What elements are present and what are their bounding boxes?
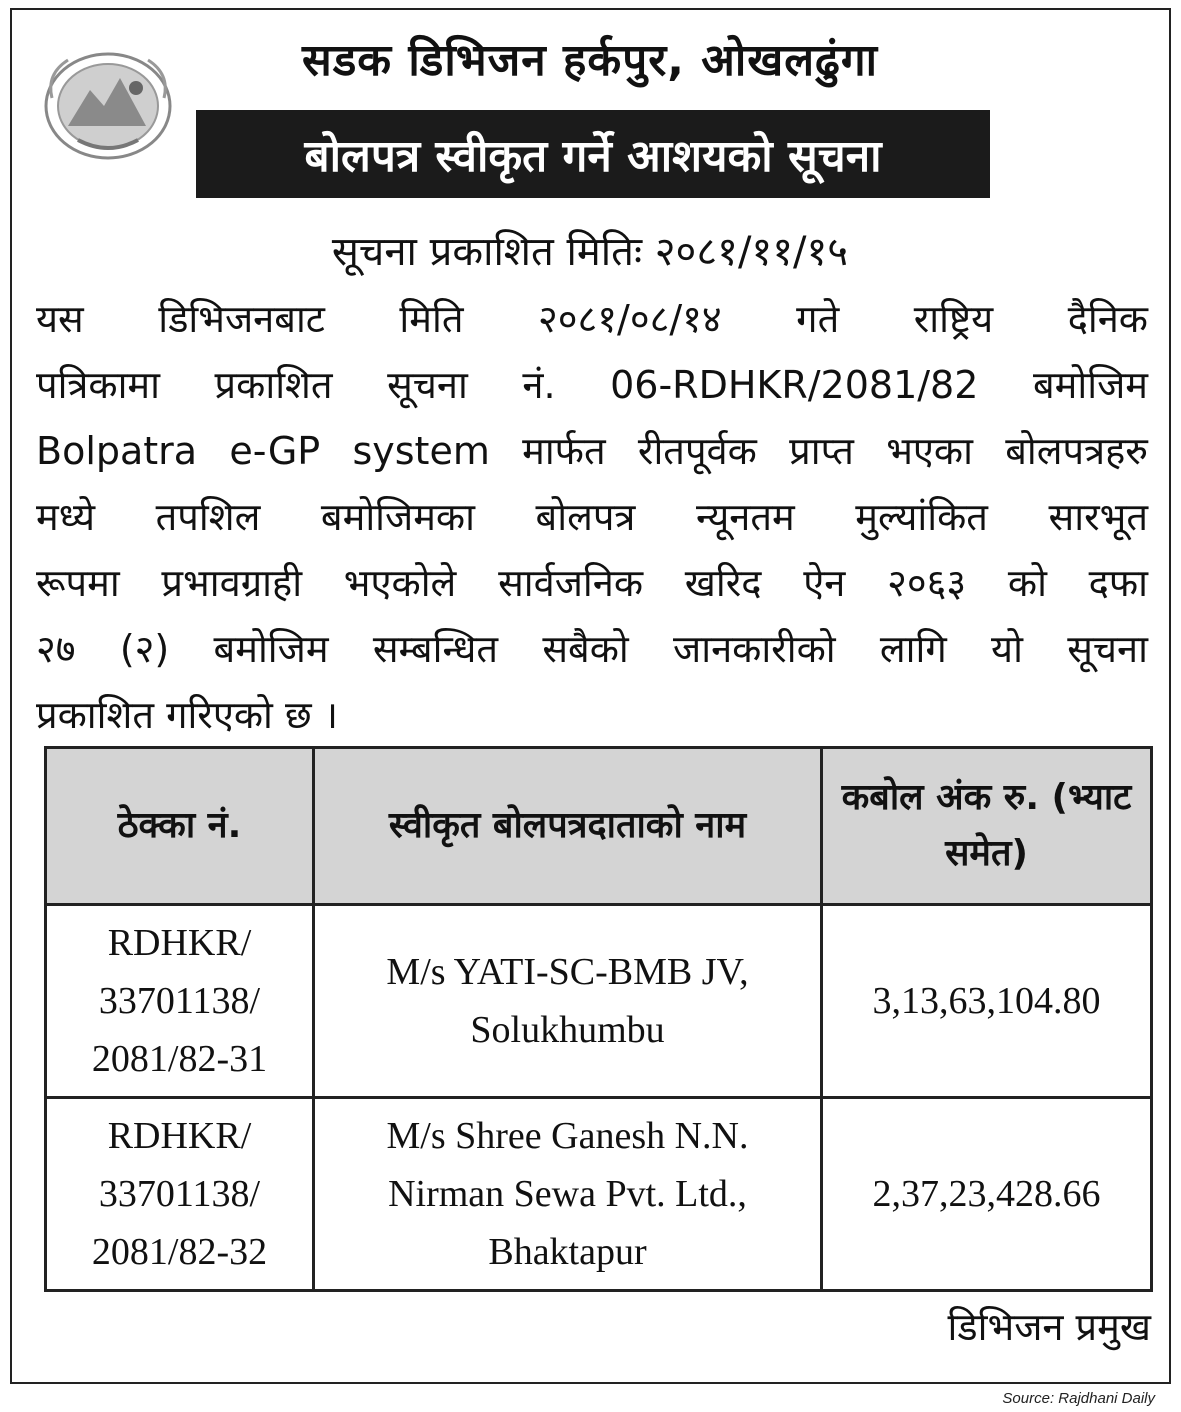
table-header-row	[46, 748, 1152, 905]
notice-title-bar	[196, 110, 990, 198]
table-row	[46, 905, 1152, 1098]
body-line: यस डिभिजनबाट मिति २०८१/०८/१४ गते राष्ट्रिय दैनिक	[36, 297, 1148, 341]
office-name: सडक डिभिजन हर्कपुर, ओखलढुंगा	[302, 35, 878, 86]
body-line: रूपमा प्रभावग्राही भएकोले सार्वजनिक खरिद ऐन २०६३ को दफा	[36, 561, 1148, 605]
table-row	[46, 1098, 1152, 1291]
bidder-name-cell	[314, 905, 822, 1098]
bid-amount-cell: 3,13,63,104.80	[822, 905, 1152, 1098]
body-line: पत्रिकामा प्रकाशित सूचना नं. 06-RDHKR/2081/82 बमोजिम	[36, 363, 1148, 407]
bid-amount-cell: 2,37,23,428.66	[822, 1098, 1152, 1291]
contract-no-cell	[46, 905, 314, 1098]
bidder-name-line: M/s YATI-SC-BMB JV,	[386, 951, 749, 993]
header-bidder-name: स्वीकृत बोलपत्रदाताको नाम	[314, 748, 822, 905]
body-line: २७ (२) बमोजिम सम्बन्धित सबैको जानकारीको लागि यो सूचना	[36, 627, 1148, 671]
contract-no-line: RDHKR/	[107, 922, 252, 964]
header-bid-amount: कबोल अंक रु. (भ्याट समेत)	[822, 748, 1152, 905]
bidder-name-line: Nirman Sewa Pvt. Ltd.,	[388, 1173, 747, 1215]
contract-no-cell	[46, 1098, 314, 1291]
contract-no-line: 33701138/	[98, 980, 261, 1022]
contract-no-line: 33701138/	[98, 1173, 261, 1215]
body-line: मध्ये तपशिल बमोजिमका बोलपत्र न्यूनतम मुल्यांकित सारभूत	[36, 495, 1148, 539]
awarded-bids-table	[44, 746, 1153, 1292]
header-contract-no: ठेक्का नं.	[46, 748, 314, 905]
contract-no-line: 2081/82-31	[91, 1038, 268, 1080]
body-line: प्रकाशित गरिएको छ ।	[36, 693, 339, 737]
government-emblem-icon	[38, 44, 178, 164]
source-credit: Source: Rajdhani Daily	[1002, 1390, 1155, 1407]
signatory-title: डिभिजन प्रमुख	[947, 1305, 1151, 1349]
bidder-name-cell	[314, 1098, 822, 1291]
contract-no-line: RDHKR/	[107, 1115, 252, 1157]
contract-no-line: 2081/82-32	[91, 1231, 268, 1273]
body-line: Bolpatra e-GP system मार्फत रीतपूर्वक प्राप्त भएका बोलपत्रहरु	[36, 429, 1148, 473]
bidder-name-line: M/s Shree Ganesh N.N.	[386, 1115, 749, 1157]
bidder-name-line: Solukhumbu	[470, 1009, 665, 1051]
notice-body	[36, 286, 1148, 748]
published-date: सूचना प्रकाशित मितिः २०८१/११/१५	[331, 229, 849, 275]
bidder-name-line: Bhaktapur	[488, 1231, 647, 1273]
notice-title: बोलपत्र स्वीकृत गर्ने आशयको सूचना	[304, 131, 882, 182]
